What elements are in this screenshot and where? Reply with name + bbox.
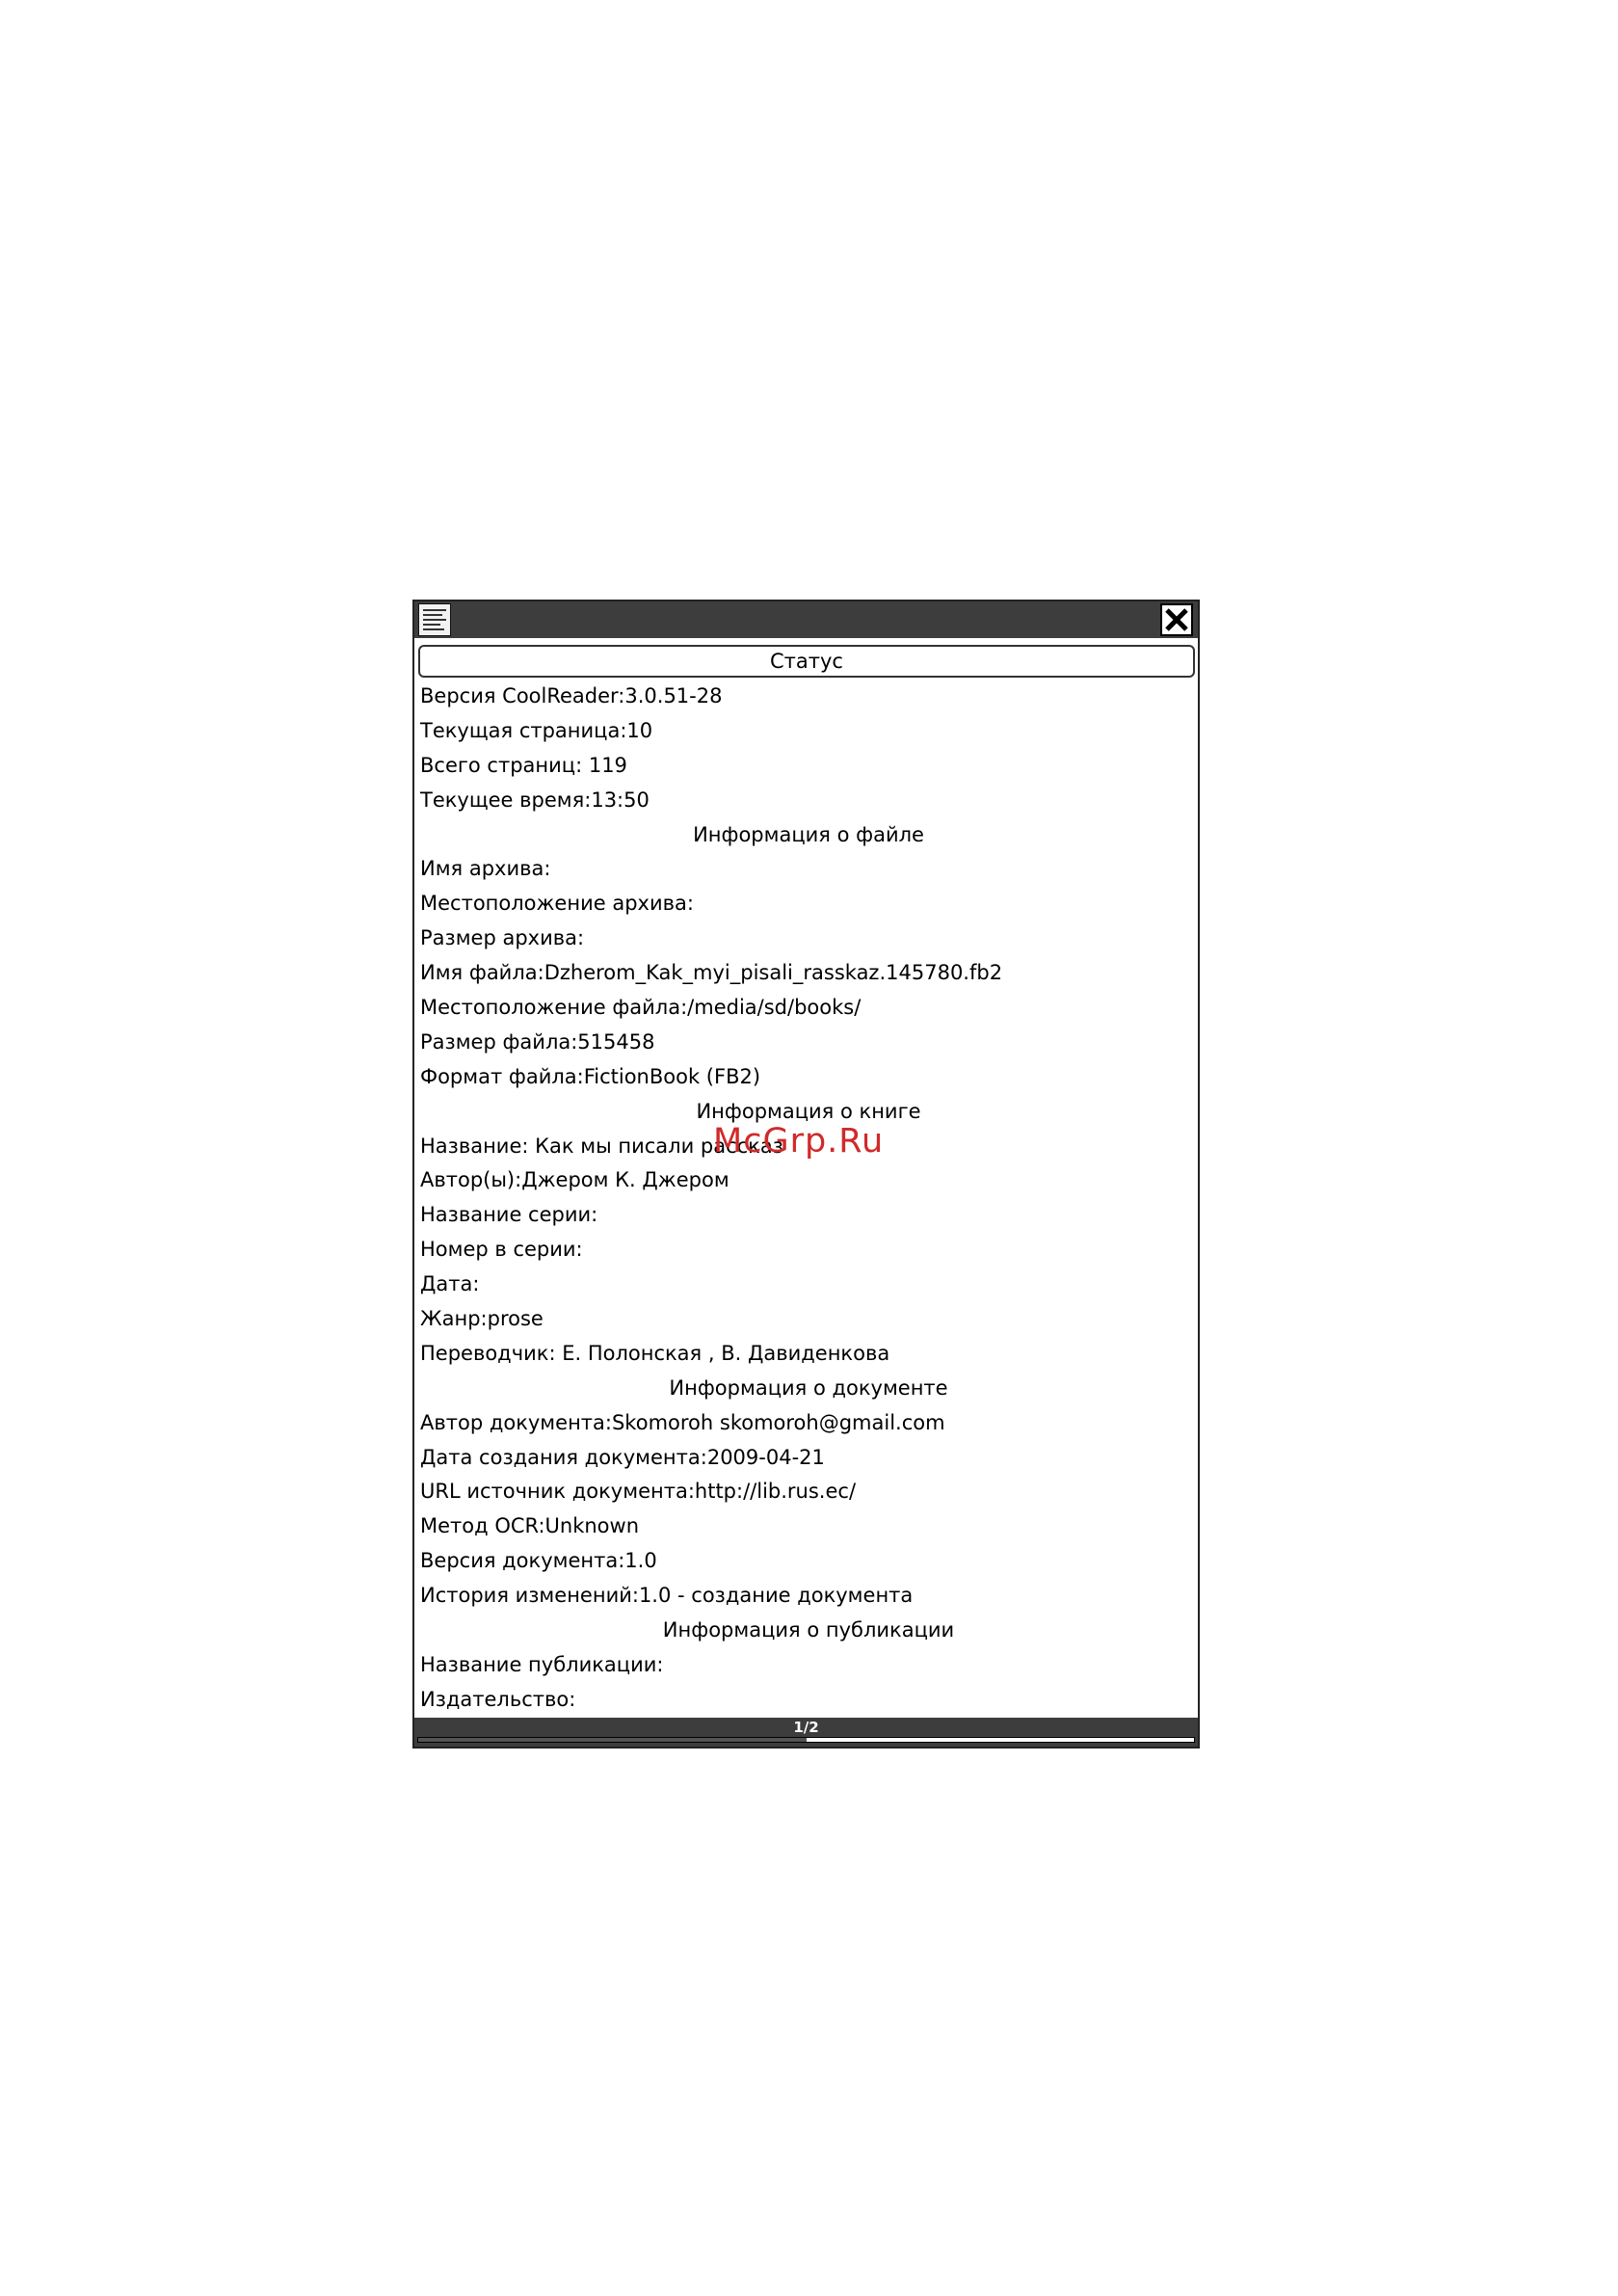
info-row: Формат файла:FictionBook (FB2) [420, 1064, 761, 1088]
title-bar [414, 601, 1198, 638]
close-icon [1163, 606, 1190, 633]
info-row: Жанр:prose [420, 1307, 544, 1331]
info-row: Размер файла:515458 [420, 1029, 655, 1054]
info-row: Всего страниц: 119 [420, 753, 627, 777]
info-row: Дата создания документа:2009-04-21 [420, 1445, 825, 1469]
page-progress-bar[interactable] [417, 1737, 1195, 1743]
info-row: Название публикации: [420, 1652, 664, 1676]
section-heading: Информация о книге [696, 1099, 921, 1123]
close-button[interactable] [1160, 603, 1193, 636]
info-row: История изменений:1.0 - создание документа [420, 1584, 914, 1608]
app-document-icon [418, 603, 451, 636]
info-row: Размер архива: [420, 926, 585, 950]
info-row: Автор(ы):Джером К. Джером [420, 1168, 729, 1192]
page-progress-fill [418, 1738, 807, 1742]
info-row: Дата: [420, 1272, 480, 1296]
info-row: Издательство: [420, 1687, 576, 1711]
info-row: Автор документа:Skomoroh skomoroh@gmail.com [420, 1410, 945, 1434]
page-indicator: 1/2 [793, 1719, 819, 1736]
info-row: Местоположение файла:/media/sd/books/ [420, 996, 862, 1020]
info-row: Версия документа:1.0 [420, 1549, 657, 1573]
watermark: McGrp.Ru [713, 1122, 885, 1161]
info-row: Номер в серии: [420, 1238, 583, 1262]
info-row: Название серии: [420, 1203, 598, 1227]
info-row: Местоположение архива: [420, 892, 694, 916]
page-footer [414, 1718, 1198, 1747]
section-heading: Информация о документе [669, 1375, 948, 1400]
info-row: Метод OCR:Unknown [420, 1514, 640, 1538]
info-row: Текущее время:13:50 [420, 788, 650, 812]
info-row: Текущая страница:10 [420, 718, 653, 742]
info-row: Версия CoolReader:3.0.51-28 [420, 684, 723, 707]
info-row: Имя файла:Dzherom_Kak_myi_pisali_rasskaz.145780.fb2 [420, 961, 1003, 985]
info-row: Переводчик: Е. Полонская , В. Давиденкова [420, 1341, 890, 1365]
section-heading: Информация о публикации [662, 1618, 955, 1642]
info-row: URL источник документа:http://lib.rus.ec/ [420, 1480, 857, 1504]
dialog-header: Статус [418, 645, 1195, 678]
status-dialog [412, 600, 1200, 1749]
status-list [420, 680, 1197, 1718]
info-row: Название: Как мы писали рассказ [420, 1134, 783, 1158]
info-row: Имя архива: [420, 857, 551, 881]
section-heading: Информация о файле [693, 822, 924, 846]
